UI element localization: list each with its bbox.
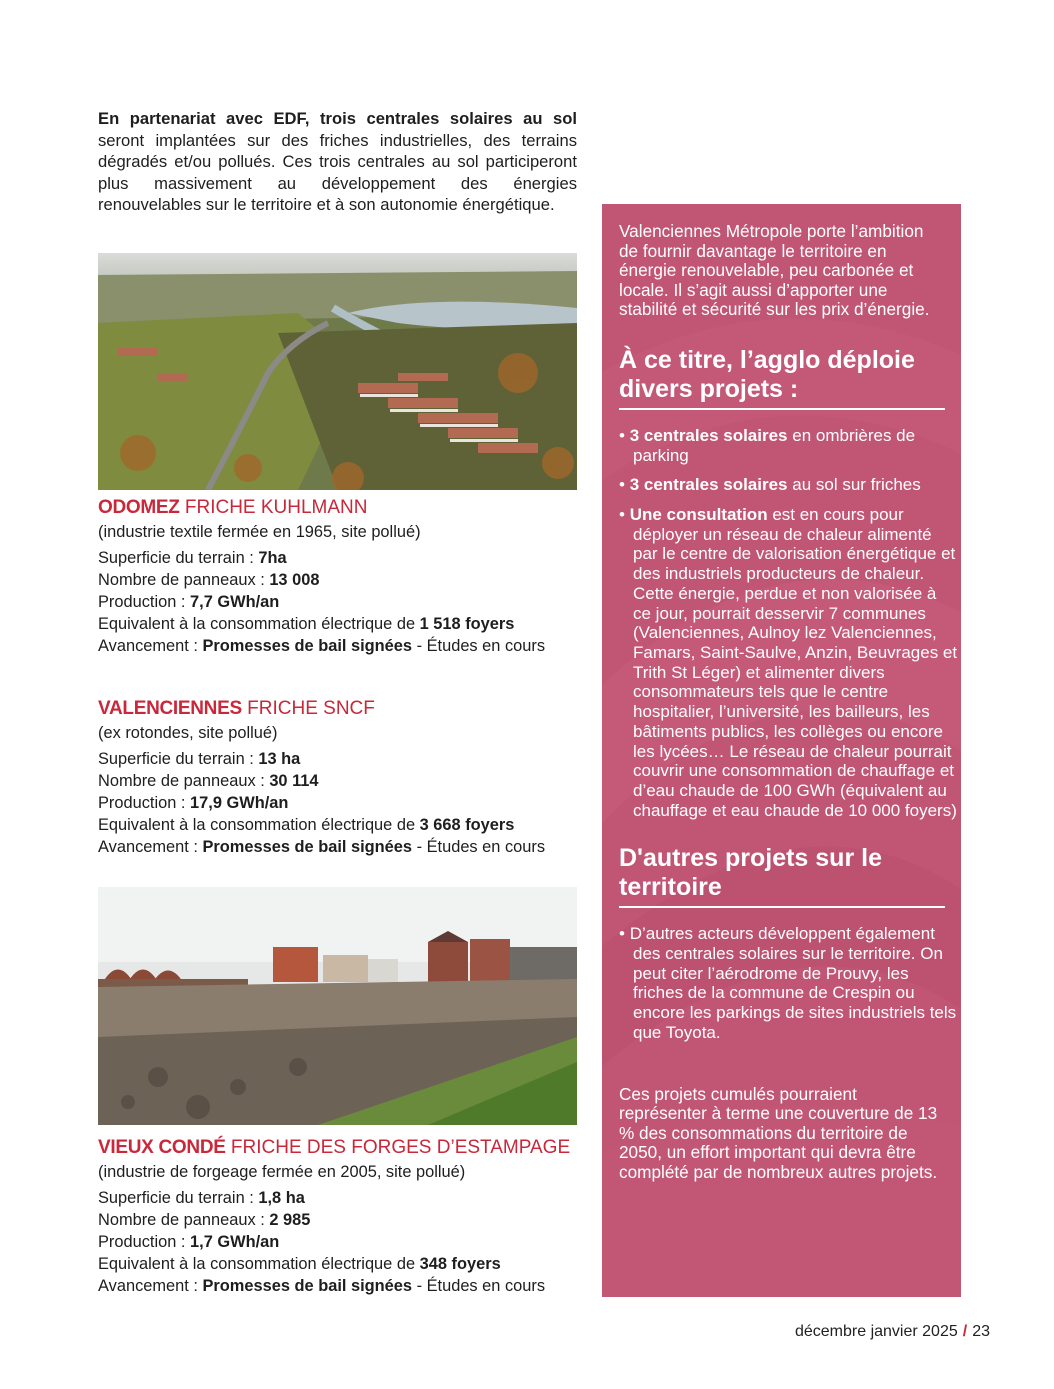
row-equivalent (98, 613, 588, 635)
bullet-bold: Une consultation (629, 505, 768, 525)
value-etudes: - Études en cours (412, 838, 546, 856)
label-production: Production : (98, 794, 191, 812)
label-superficie: Superficie du terrain : (98, 750, 259, 768)
row-superficie (98, 1187, 588, 1209)
panel-bullet: • Une consultation est en cours pour déployer un réseau de chaleur alimenté par le centre de valorisation énergétique et des industriels producteurs de chaleur. Cette énergie, perdue et non valorisée à ce jour, pourrait desservir 7 communes (Valenciennes, Aulnoy lez Valenciennes, Famars, Saint-Saulve, Anzin, Beuvrages et Trith St Léger) et alimenter divers consommateurs tels que le centre hospitalier, l’université, les bailleurs, les bâtiments publics, les collèges ou encore les lycées… Le réseau de chaleur pourrait couvrir une consommation de chauffage et d’eau chaude de 100 GWh (équivalent au chauffage et eau chaude de 10 000 foyers) (619, 505, 958, 820)
label-equivalent: Equivalent à la consommation électrique de (98, 816, 420, 834)
label-panneaux: Nombre de panneaux : (98, 772, 270, 790)
row-production (98, 591, 588, 613)
label-panneaux: Nombre de panneaux : (98, 571, 270, 589)
intro-bold: En partenariat avec EDF, trois centrales solaires au sol (98, 109, 577, 128)
site-town: VIEUX CONDÉ (98, 1137, 226, 1158)
bullet-text: D’autres acteurs développent également des centrales solaires sur le territoire. On peut citer l’aérodrome de Prouvy, les friches de la commune de Crespin ou encore les parkings de sites industriels tels que Toyota. (629, 924, 957, 1042)
label-equivalent: Equivalent à la consommation électrique de (98, 615, 420, 633)
value-superficie: 7ha (258, 549, 287, 567)
panel-bullet: • D’autres acteurs développent également des centrales solaires sur le territoire. On peut citer l’aérodrome de Prouvy, les friches de la commune de Crespin ou encore les parkings de sites industriels tels que Toyota. (619, 924, 957, 1042)
site-note: (ex rotondes, site pollué) (98, 724, 278, 742)
vieux-conde-photo (98, 887, 577, 1125)
footer-slash: / (962, 1323, 968, 1340)
footer-issue: décembre janvier 2025 (794, 1323, 958, 1340)
value-etudes: - Études en cours (412, 637, 546, 655)
row-panneaux (98, 770, 588, 792)
site-heading (98, 496, 588, 520)
value-panneaux: 2 985 (269, 1211, 311, 1229)
site-valenciennes (98, 697, 588, 858)
bullet-bold: 3 centrales solaires (629, 475, 788, 495)
bullet-text: est en cours pour déployer un réseau de chaleur alimenté par le centre de valorisation énergétique et des industriels producteurs de chaleur. Cette énergie, perdue et non valorisée à ce jour, pourrait desservir 7 communes (Valenciennes, Aulnoy lez Valenciennes, Famars, Saint-Saulve, Anzin, Beuvrages et Trith St Léger) et alimenter divers consommateurs tels que le centre hospitalier, l’université, les bailleurs, les bâtiments publics, les collèges ou encore les lycées… Le réseau de chaleur pourrait couvrir une consommation de chauffage et d’eau chaude de 100 GWh (équivalent au chauffage et eau chaude de 10 000 foyers) (633, 505, 958, 820)
site-friche: FRICHE DES FORGES D’ESTAMPAGE (230, 1137, 571, 1158)
panel-content (619, 222, 959, 1183)
value-promesses: Promesses de bail signées (202, 637, 413, 655)
label-superficie: Superficie du terrain : (98, 1189, 259, 1207)
footer-page-number: 23 (972, 1323, 990, 1340)
row-avancement (98, 1275, 588, 1297)
value-promesses: Promesses de bail signées (202, 1277, 413, 1295)
odomez-aerial-photo (98, 253, 577, 490)
panel-heading-projets: À ce titre, l’agglo déploie divers projets : (619, 346, 945, 410)
row-superficie (98, 547, 588, 569)
value-panneaux: 13 008 (269, 571, 320, 589)
value-production: 1,7 GWh/an (190, 1233, 280, 1251)
row-production (98, 1231, 588, 1253)
site-heading (98, 697, 588, 721)
site-odomez (98, 496, 588, 657)
label-equivalent: Equivalent à la consommation électrique de (98, 1255, 420, 1273)
label-avancement: Avancement : (98, 637, 203, 655)
row-panneaux (98, 569, 588, 591)
value-superficie: 1,8 ha (258, 1189, 305, 1207)
label-production: Production : (98, 1233, 191, 1251)
site-note: (industrie de forgeage fermée en 2005, site pollué) (98, 1163, 466, 1181)
row-superficie (98, 748, 588, 770)
value-panneaux: 30 114 (269, 772, 319, 790)
bullet-bold: 3 centrales solaires (629, 425, 788, 445)
label-avancement: Avancement : (98, 1277, 203, 1295)
panel-bullet: • 3 centrales solaires en ombrières de parking (619, 425, 916, 465)
site-note: (industrie textile fermée en 1965, site pollué) (98, 523, 421, 541)
site-friche: FRICHE KUHLMANN (184, 497, 368, 518)
value-production: 17,9 GWh/an (190, 794, 289, 812)
label-avancement: Avancement : (98, 838, 203, 856)
label-superficie: Superficie du terrain : (98, 549, 259, 567)
page-footer (795, 1323, 990, 1341)
row-equivalent (98, 1253, 588, 1275)
site-friche: FRICHE SNCF (247, 698, 375, 719)
row-panneaux (98, 1209, 588, 1231)
site-town: ODOMEZ (98, 497, 180, 518)
panel-bullet: • 3 centrales solaires au sol sur friches (619, 475, 921, 495)
label-panneaux: Nombre de panneaux : (98, 1211, 270, 1229)
bullet-text: en ombrières de parking (633, 425, 916, 465)
value-foyers: 348 foyers (419, 1255, 501, 1273)
value-superficie: 13 ha (258, 750, 301, 768)
intro-paragraph (98, 108, 577, 216)
site-vieux-conde (98, 1136, 588, 1297)
intro-rest: seront implantées sur des friches industrielles, des terrains dégradés et/ou pollués. Ces trois centrales au sol participeront plus massivement au développement des énergies renouvelables sur le territoire et à son autonomie énergétique. (98, 130, 577, 214)
value-production: 7,7 GWh/an (190, 593, 280, 611)
row-production (98, 792, 588, 814)
panel-lead: Valenciennes Métropole porte l’ambition de fournir davantage le territoire en énergie renouvelable, peu carbonée et locale. Il s’agit aussi d’apporter une stabilité et sécurité sur les prix d’énergie. (619, 221, 930, 320)
row-avancement (98, 836, 588, 858)
row-equivalent (98, 814, 588, 836)
panel-heading-autres: D'autres projets sur le territoire (619, 844, 945, 908)
site-heading (98, 1136, 588, 1160)
projects-sidebar (602, 204, 961, 1297)
panel-closing: Ces projets cumulés pourraient représenter à terme une couverture de 13 % des consommations du territoire de 2050, un effort important qui devra être complété par de nombreux autres projets. (619, 1083, 938, 1182)
value-foyers: 1 518 foyers (419, 615, 515, 633)
row-avancement (98, 635, 588, 657)
value-foyers: 3 668 foyers (419, 816, 515, 834)
value-promesses: Promesses de bail signées (202, 838, 413, 856)
site-town: VALENCIENNES (98, 698, 242, 719)
bullet-text: au sol sur friches (787, 475, 921, 495)
value-etudes: - Études en cours (412, 1277, 546, 1295)
label-production: Production : (98, 593, 191, 611)
